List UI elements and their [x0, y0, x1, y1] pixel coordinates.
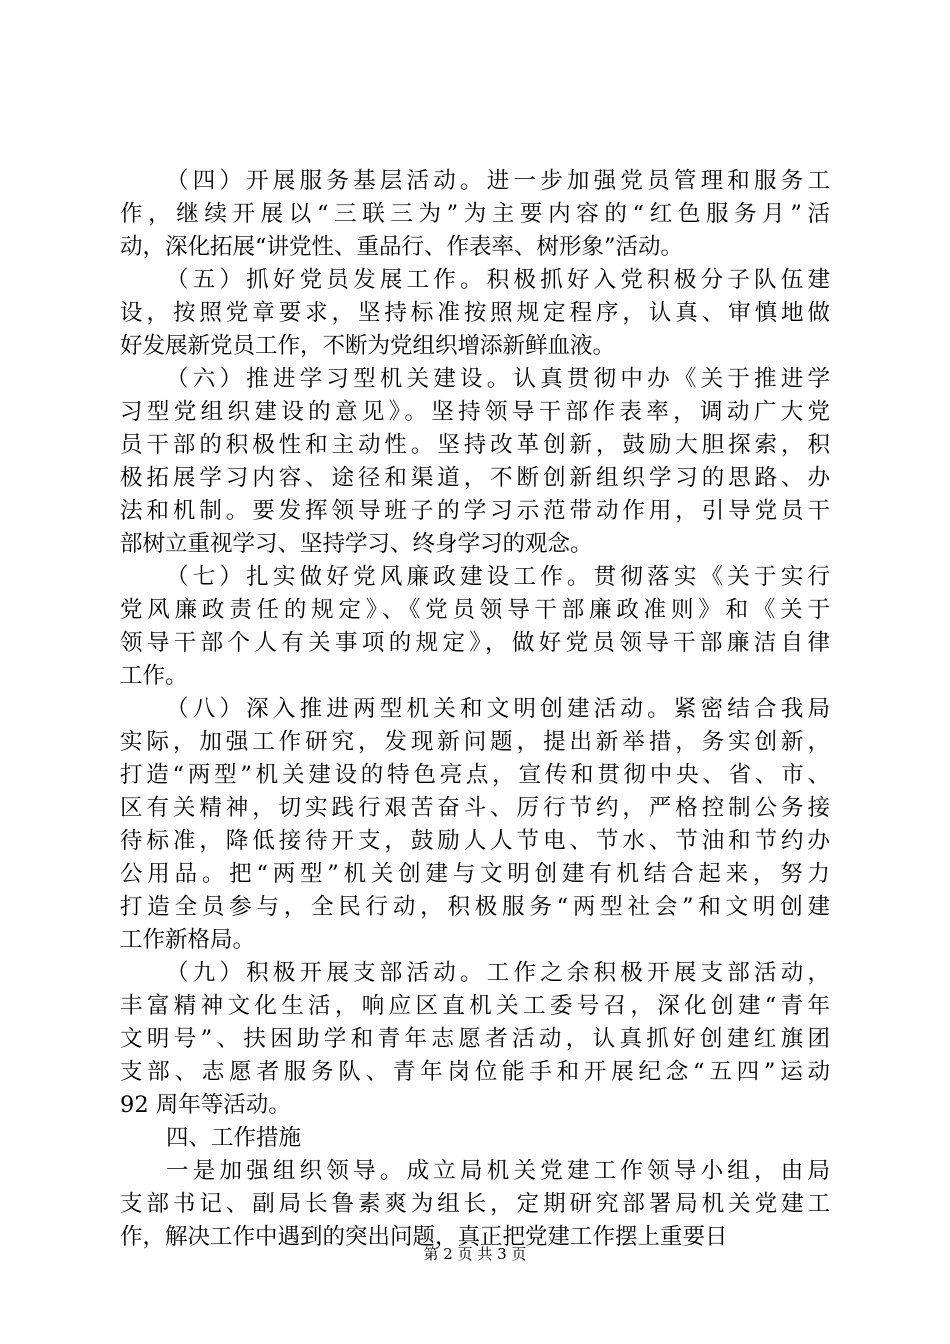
paragraph-line: （七）扎实做好党风廉政建设工作。贯彻落实《关于实行: [166, 564, 830, 590]
paragraph: [120, 1122, 830, 1155]
paragraph-line: 作，解决工作中遇到的突出问题，真正把党建工作摆上重要日: [120, 1224, 728, 1250]
paragraph: [120, 693, 830, 957]
paragraph-line: （四）开展服务基层活动。进一步加强党员管理和服务工: [166, 168, 830, 194]
paragraph-line: 打造“两型”机关建设的特色亮点，宣传和贯彻中央、省、市、: [120, 762, 830, 788]
paragraph-line: 作，继续开展以“三联三为”为主要内容的“红色服务月”活: [120, 201, 830, 227]
paragraph-line: 实际，加强工作研究，发现新问题，提出新举措，务实创新，: [120, 729, 830, 755]
document-body: [120, 165, 830, 1254]
paragraph-line: 公用品。把“两型”机关创建与文明创建有机结合起来，努力: [120, 861, 830, 887]
paragraph-line: 设，按照党章要求，坚持标准按照规定程序，认真、审慎地做: [120, 300, 830, 326]
paragraph-line: 四、工作措施: [166, 1125, 302, 1151]
paragraph-line: 92 周年等活动。: [120, 1092, 291, 1118]
paragraph-line: 区有关精神，切实践行艰苦奋斗、厉行节约，严格控制公务接: [120, 795, 830, 821]
paragraph-line: 工作新格局。: [120, 927, 256, 953]
paragraph: [120, 264, 830, 363]
paragraph-line: 领导干部个人有关事项的规定》，做好党员领导干部廉洁自律: [120, 630, 830, 656]
paragraph-line: 支部书记、副局长鲁素爽为组长，定期研究部署局机关党建工: [120, 1191, 830, 1217]
paragraph-line: （五）抓好党员发展工作。积极抓好入党积极分子队伍建: [166, 267, 830, 293]
paragraph-line: （八）深入推进两型机关和文明创建活动。紧密结合我局: [166, 696, 830, 722]
paragraph-line: 党风廉政责任的规定》、《党员领导干部廉政准则》和《关于: [120, 597, 830, 623]
paragraph-line: 打造全员参与，全民行动，积极服务“两型社会”和文明创建: [120, 894, 830, 920]
paragraph: [120, 1155, 830, 1254]
paragraph-line: 支部、志愿者服务队、青年岗位能手和开展纪念“五四”运动: [120, 1059, 830, 1085]
paragraph-line: 法和机制。要发挥领导班子的学习示范带动作用，引导党员干: [120, 498, 830, 524]
paragraph-line: 待标准，降低接待开支，鼓励人人节电、节水、节油和节约办: [120, 828, 830, 854]
paragraph-line: 部树立重视学习、坚持学习、终身学习的观念。: [120, 531, 593, 557]
paragraph-line: 好发展新党员工作，不断为党组织增添新鲜血液。: [120, 333, 616, 359]
paragraph-line: 文明号”、扶困助学和青年志愿者活动，认真抓好创建红旗团: [120, 1026, 830, 1052]
paragraph: [120, 957, 830, 1122]
paragraph-line: 极拓展学习内容、途径和渠道，不断创新组织学习的思路、办: [120, 465, 830, 491]
paragraph-line: （九）积极开展支部活动。工作之余积极开展支部活动，: [166, 960, 830, 986]
paragraph-line: 动，深化拓展“讲党性、重品行、作表率、树形象”活动。: [120, 234, 684, 260]
paragraph-line: 工作。: [120, 663, 188, 689]
paragraph-line: 一是加强组织领导。成立局机关党建工作领导小组，由局: [166, 1158, 830, 1184]
paragraph-line: 习型党组织建设的意见》。坚持领导干部作表率，调动广大党: [120, 399, 830, 425]
paragraph-line: 丰富精神文化生活，响应区直机关工委号召，深化创建“青年: [120, 993, 830, 1019]
paragraph: [120, 363, 830, 561]
paragraph-line: 员干部的积极性和主动性。坚持改革创新，鼓励大胆探索，积: [120, 432, 830, 458]
paragraph-line: （六）推进学习型机关建设。认真贯彻中办《关于推进学: [166, 366, 830, 392]
paragraph: [120, 165, 830, 264]
page-footer: 第 2 页 共 3 页: [423, 1245, 527, 1263]
paragraph: [120, 561, 830, 693]
